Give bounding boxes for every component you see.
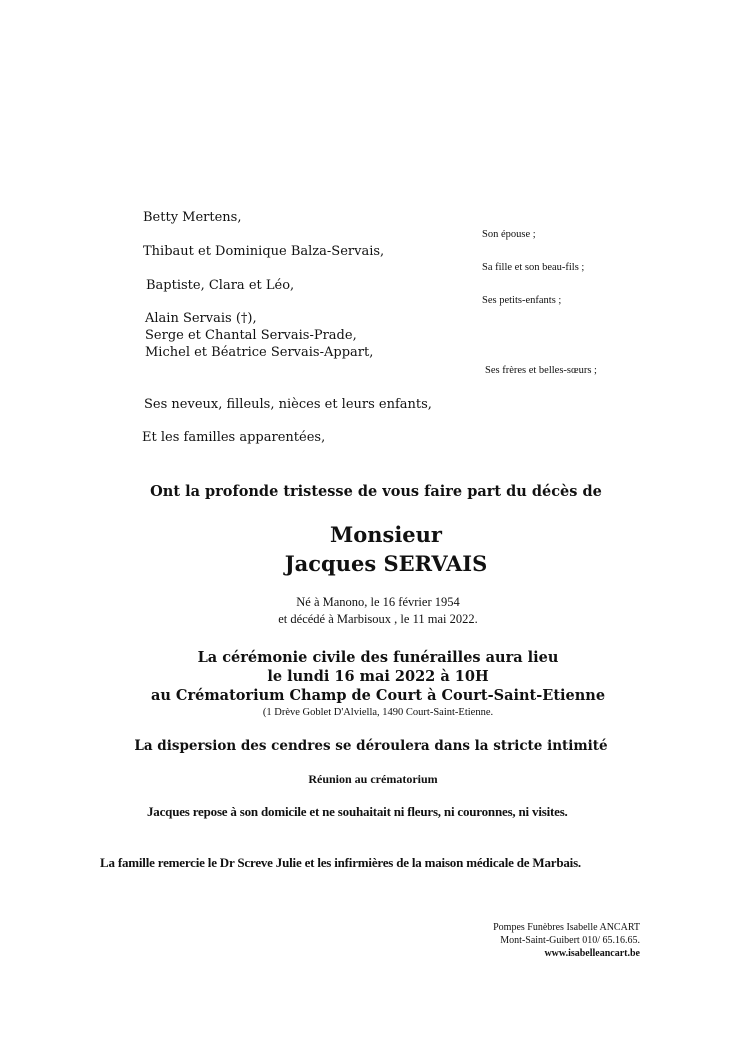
announcement-intro: Ont la profonde tristesse de vous faire part du décès de [150, 483, 602, 500]
family-relation: Son épouse ; [482, 229, 536, 240]
family-name: Michel et Béatrice Servais-Appart, [145, 345, 374, 360]
funeral-home-address: Mont-Saint-Guibert 010/ 65.16.65. [500, 935, 640, 946]
family-relation: Ses petits-enfants ; [482, 295, 562, 306]
family-name: Betty Mertens, [143, 210, 242, 225]
funeral-home-name: Pompes Funèbres Isabelle ANCART [493, 922, 640, 933]
deceased-name: Jacques SERVAIS [284, 551, 488, 576]
family-name: Et les familles apparentées, [142, 430, 326, 445]
deceased-honorific: Monsieur [329, 522, 442, 547]
repose-note: Jacques repose à son domicile et ne souhaitait ni fleurs, ni couronnes, ni visites. [147, 804, 568, 819]
ceremony-line: La cérémonie civile des funérailles aura lieu [197, 649, 559, 666]
family-relation: Sa fille et son beau-fils ; [482, 262, 585, 273]
family-name: Baptiste, Clara et Léo, [146, 278, 295, 293]
family-name: Serge et Chantal Servais-Prade, [145, 328, 357, 343]
funeral-home-website[interactable]: www.isabelleancart.be [544, 948, 640, 959]
birth-info: Né à Manono, le 16 février 1954 [296, 595, 460, 609]
family-name: Alain Servais (†), [145, 311, 257, 326]
dispersion-note: La dispersion des cendres se déroulera dans la stricte intimité [134, 738, 608, 754]
ceremony-address: (1 Drève Goblet D'Alviella, 1490 Court-Saint-Etienne. [262, 707, 494, 718]
ceremony-venue: au Crématorium Champ de Court à Court-Saint-Etienne [150, 687, 606, 704]
funeral-home-footer [493, 921, 640, 960]
ceremony-date: le lundi 16 mai 2022 à 10H [267, 668, 489, 685]
family-name: Ses neveux, filleuls, nièces et leurs enfants, [144, 397, 432, 412]
family-relation: Ses frères et belles-sœurs ; [485, 365, 597, 376]
family-name: Thibaut et Dominique Balza-Servais, [143, 244, 385, 259]
reunion-note: Réunion au crématorium [308, 772, 438, 786]
thanks-note: La famille remercie le Dr Screve Julie et les infirmières de la maison médicale de Marbais. [100, 855, 581, 870]
death-info: et décédé à Marbisoux , le 11 mai 2022. [278, 612, 478, 626]
